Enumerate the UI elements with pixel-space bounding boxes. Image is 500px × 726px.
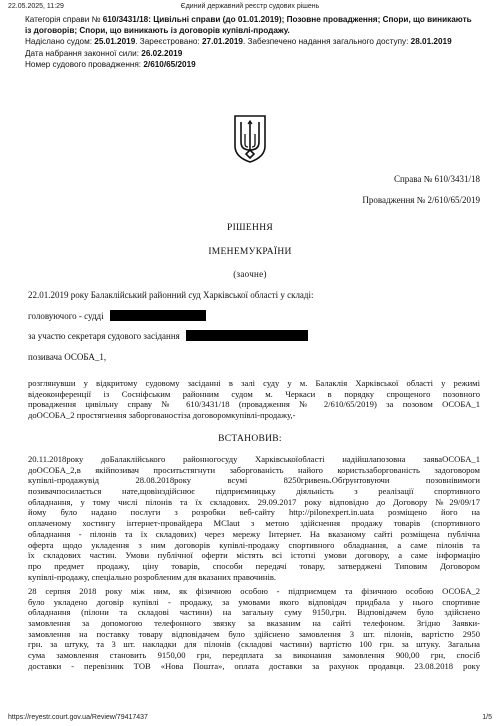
browser-print-header — [0, 0, 500, 14]
proceeding-number-line: Номер судового провадження: 2/610/65/2019 — [25, 59, 196, 69]
text-line: оферта щодо укладення з ним договорів купівлі-продажу спортивного обладнання, а саме пілонів та — [28, 539, 480, 550]
paragraph-considered — [28, 378, 480, 421]
text-line: купівлі-продажу, спеціально розробленим для вказаних правочинів. — [28, 571, 277, 582]
secretary-line — [28, 330, 308, 341]
judge-line — [28, 310, 206, 321]
case-metadata — [25, 14, 480, 70]
text-line: було укладено договір купівлі - продажу, за умовами якого відповідач придбала у нього спортивне — [28, 596, 480, 607]
text-line: 28 серпня 2018 року між ним, як фізичною особою - підприємцем та фізичною особою ОСОБА_2 — [28, 586, 480, 596]
text-line: провадження цивільну справу № 610/3431/18 (провадження № 2/610/65/2019) за позовом ОСОБА_1 — [28, 399, 480, 410]
page-number: 1/5 — [482, 714, 492, 721]
text-line: йому було надано послуги з розробки веб-сайту http://pilonexpert.in.uata розміщено його на — [28, 507, 480, 518]
text-line: оплаченому хостингу інтернет-провайдера MClaut з метою здійснення продажу товарів (спортивного — [28, 518, 480, 529]
text-line: позивачпосилається нате,щовінздійснює підприємницьку діяльність з реалізації спортивного — [28, 486, 480, 497]
text-line: 20.11.2018року доБалаклійського районногосуду Харківськоїобласті надійшлапозовна заяваОСОБА_1 — [28, 454, 480, 464]
text-line: обладнання, у тому числі пілонів та їх складових. 29.09.2017 року відповідно до Договору №29/09/17 — [28, 496, 480, 507]
text-line: доОСОБА_2,в якійпозивач проситьстягнути заборгованість найого користьзаборгованість задоговором — [28, 464, 480, 475]
text-line: розглянувши у відкритому судовому засіданні в залі суду у м. Балаклія Харківської області у режимі — [28, 378, 480, 388]
text-line: їх складових частин. Умови публічної оферти містять всі істотні умови договору, а саме інформацію — [28, 550, 480, 561]
text-line: обладнання - пілонів та їх складових) через мережу Інтернет. На вказаному сайті розміщена публічна — [28, 528, 480, 539]
decision-heading: РІШЕННЯ — [227, 223, 273, 233]
page-url-link[interactable]: https://reyestr.court.gov.ua/Review/79417437 — [8, 714, 148, 721]
dates-line: Надіслано судом: 25.01.2019. Зареєстровано: 27.01.2019. Забезпечено надання загального доступу: 28.01.2019 — [25, 37, 452, 47]
judge-label: головуючого - судді — [28, 311, 104, 321]
case-number: Справа № 610/3431/18 — [393, 174, 480, 184]
text-line: купівлі-продажувід 28.08.2018року всумі 8250гривень.Обґрунтовуючи позовнівимоги — [28, 475, 480, 486]
judge-name-redaction — [110, 310, 206, 321]
text-line: замовлення за допомогою телефонного звязку за вказаним на сайті телефоном. Згідно Заявки- — [28, 618, 480, 629]
category-line: Категорія справи № 610/3431/18: Цивільні справи (до 01.01.2019); Позовне провадження; Спори, що виникають із договорів; Спори, що виникають із договорів купівлі-продажу. — [25, 15, 472, 36]
court-composition-line: 22.01.2019 року Балаклійський районний суд Харківської області у складі: — [28, 290, 314, 300]
text-line: доставки - перевізник ТОВ «Нова Пошта», оплата доставки за рахунок продавця. 23.08.2018 року — [28, 660, 480, 671]
browser-print-footer — [0, 714, 500, 726]
established-heading: ВСТАНОВИВ: — [218, 434, 282, 444]
text-line: грн. за штуку, та 3 шт. накладки для пілонів (складові частини) вартістю 100 грн. за штуку. Загальна — [28, 639, 480, 650]
paragraph-claim — [28, 454, 480, 582]
text-line: замовлення на поставку товару відповідачем було здійснено замовлення 3 шт. пілонів, вартістю 2950 — [28, 628, 480, 639]
secretary-label: за участю секретаря судового засідання — [28, 331, 180, 341]
text-line: доОСОБА_2 простягнення заборгованостіза договоромкупівлі-продажу,- — [28, 410, 296, 421]
proceeding-number: Провадження № 2/610/65/2019 — [362, 195, 480, 205]
text-line: відеоконференції із Сосніфським районним судом м. Черкаси в порядку спрощеного позовного — [28, 388, 480, 399]
force-date-line: Дата набрання законної сили: 26.02.2019 — [25, 48, 183, 58]
plaintiff-line: позивача ОСОБА_1, — [28, 352, 107, 362]
print-title: Єдиний державний реєстр судових рішень — [180, 3, 320, 10]
absentia-note: (заочне) — [233, 269, 267, 279]
coat-of-arms-trident-icon — [232, 112, 268, 164]
text-line: про предмет продажу, ціну товарів, способи передачі товару, затверджені Типовим Договором — [28, 560, 480, 571]
text-line: обладнання (пілони та складові частини) на загальну суму 9150,грн. Відповідачем було здійснено — [28, 607, 480, 618]
in-the-name-of-ukraine-heading: ІМЕНЕМУКРАЇНИ — [208, 247, 292, 257]
paragraph-contract — [28, 586, 480, 672]
text-line: сума замовлення становить 9150,00 грн, передплата за виконання замовлення 900,00 грн, спосіб — [28, 650, 480, 661]
print-datetime: 22.05.2025, 11:29 — [8, 3, 64, 10]
secretary-name-redaction — [186, 330, 308, 341]
